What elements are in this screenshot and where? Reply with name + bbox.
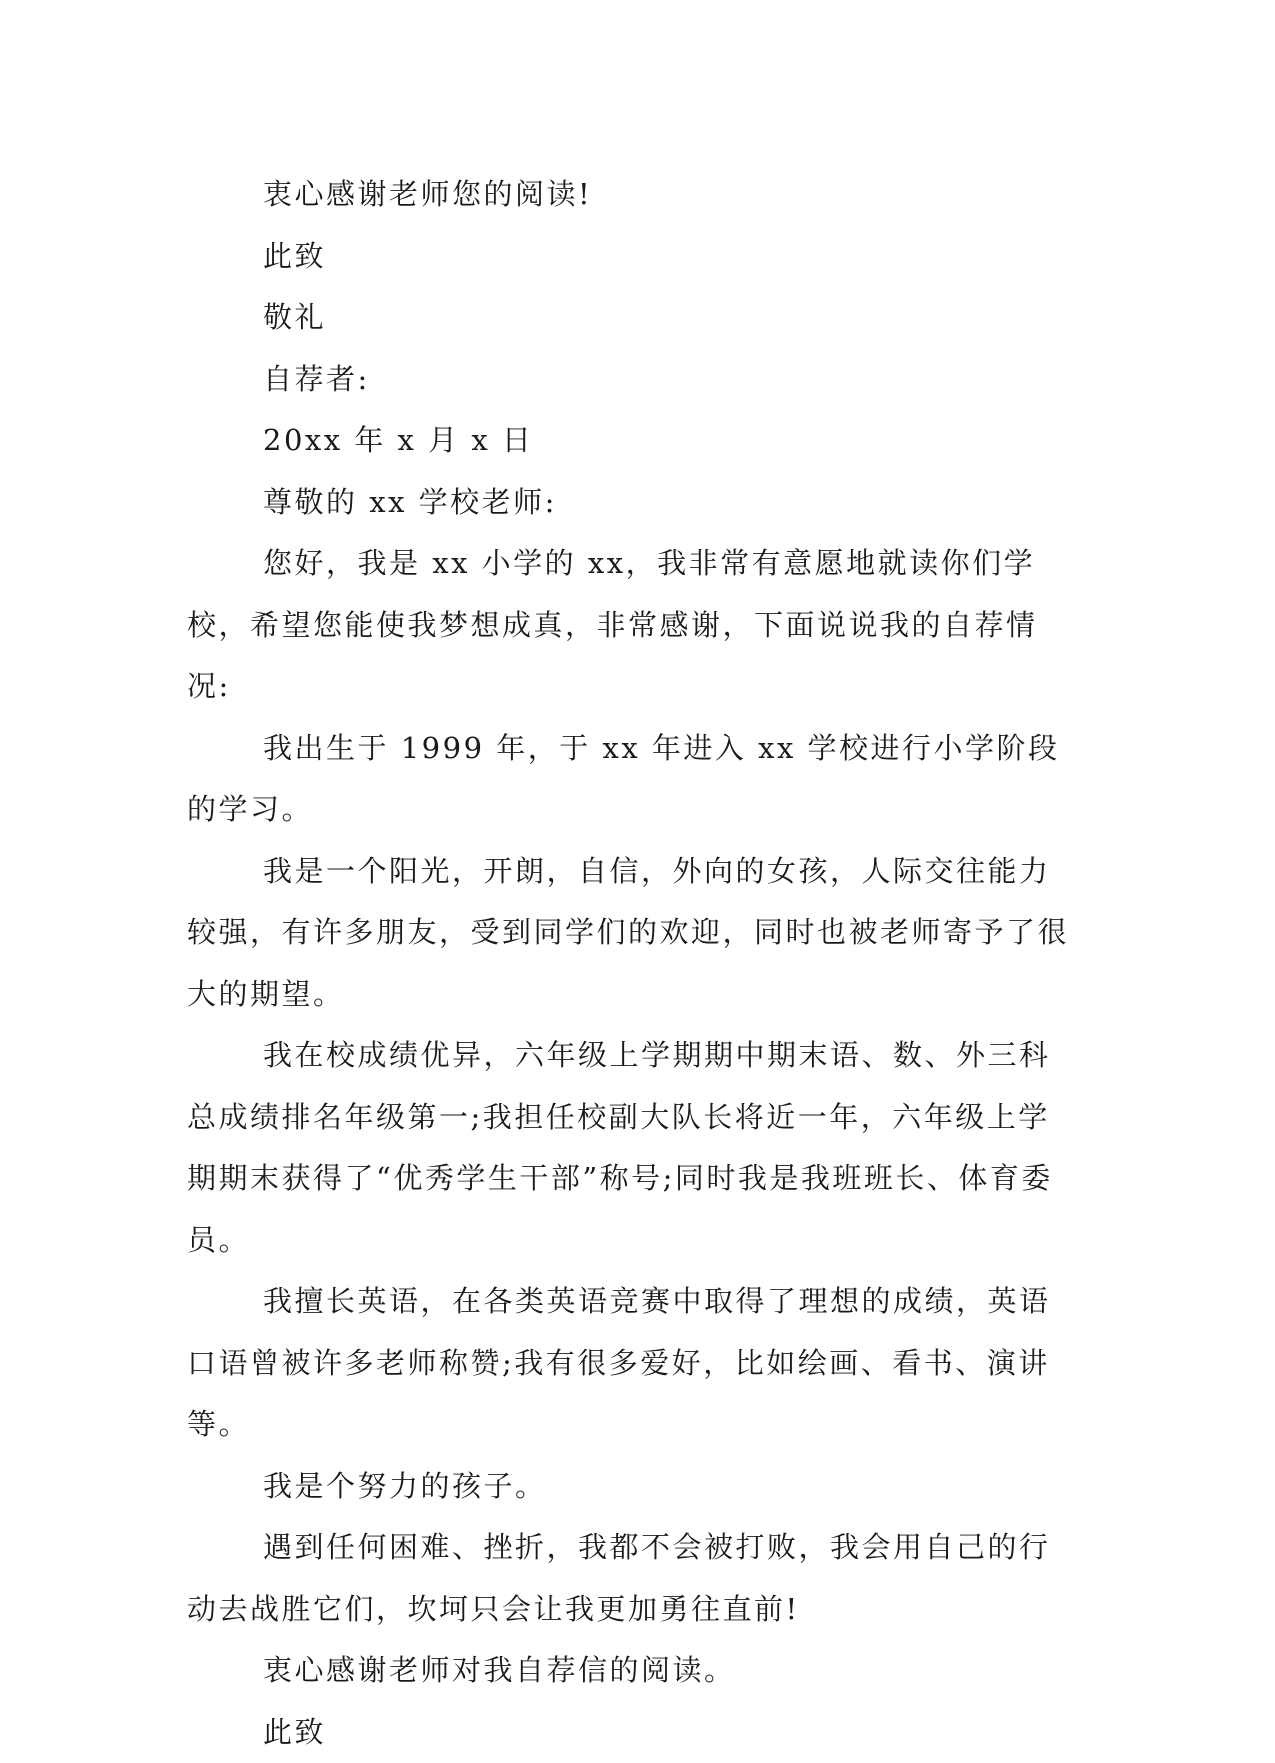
paragraph-birth: 我出生于 1999 年，于 xx 年进入 xx 学校进行小学阶段的学习。 [187, 718, 1077, 841]
paragraph-effort: 我是个努力的孩子。 [187, 1456, 1077, 1518]
closing-thanks-first: 衷心感谢老师您的阅读! [187, 164, 1077, 226]
letter-date: 20xx 年 x 月 x 日 [187, 410, 1077, 472]
paragraph-achievements: 我在校成绩优异，六年级上学期期中期末语、数、外三科总成绩排名年级第一;我担任校副大队长将近一年，六年级上学期期末获得了“优秀学生干部”称号;同时我是我班班长、体育委员。 [187, 1025, 1077, 1271]
signature-label: 自荐者: [187, 349, 1077, 411]
paragraph-perseverance: 遇到任何困难、挫折，我都不会被打败，我会用自己的行动去战胜它们，坎坷只会让我更加勇往直前! [187, 1517, 1077, 1640]
letter-greeting: 尊敬的 xx 学校老师: [187, 472, 1077, 534]
closing-thanks-second: 衷心感谢老师对我自荐信的阅读。 [187, 1640, 1077, 1702]
paragraph-personality: 我是一个阳光，开朗，自信，外向的女孩，人际交往能力较强，有许多朋友，受到同学们的欢迎，同时也被老师寄予了很大的期望。 [187, 841, 1077, 1026]
paragraph-intro: 您好，我是 xx 小学的 xx，我非常有意愿地就读你们学校，希望您能使我梦想成真，非常感谢，下面说说我的自荐情况: [187, 533, 1077, 718]
salutation-cizhi-first: 此致 [187, 226, 1077, 288]
letter-body [187, 164, 1077, 1763]
salutation-cizhi-second: 此致 [187, 1702, 1077, 1763]
paragraph-english: 我擅长英语，在各类英语竞赛中取得了理想的成绩，英语口语曾被许多老师称赞;我有很多爱好，比如绘画、看书、演讲等。 [187, 1271, 1077, 1456]
salutation-jingli: 敬礼 [187, 287, 1077, 349]
